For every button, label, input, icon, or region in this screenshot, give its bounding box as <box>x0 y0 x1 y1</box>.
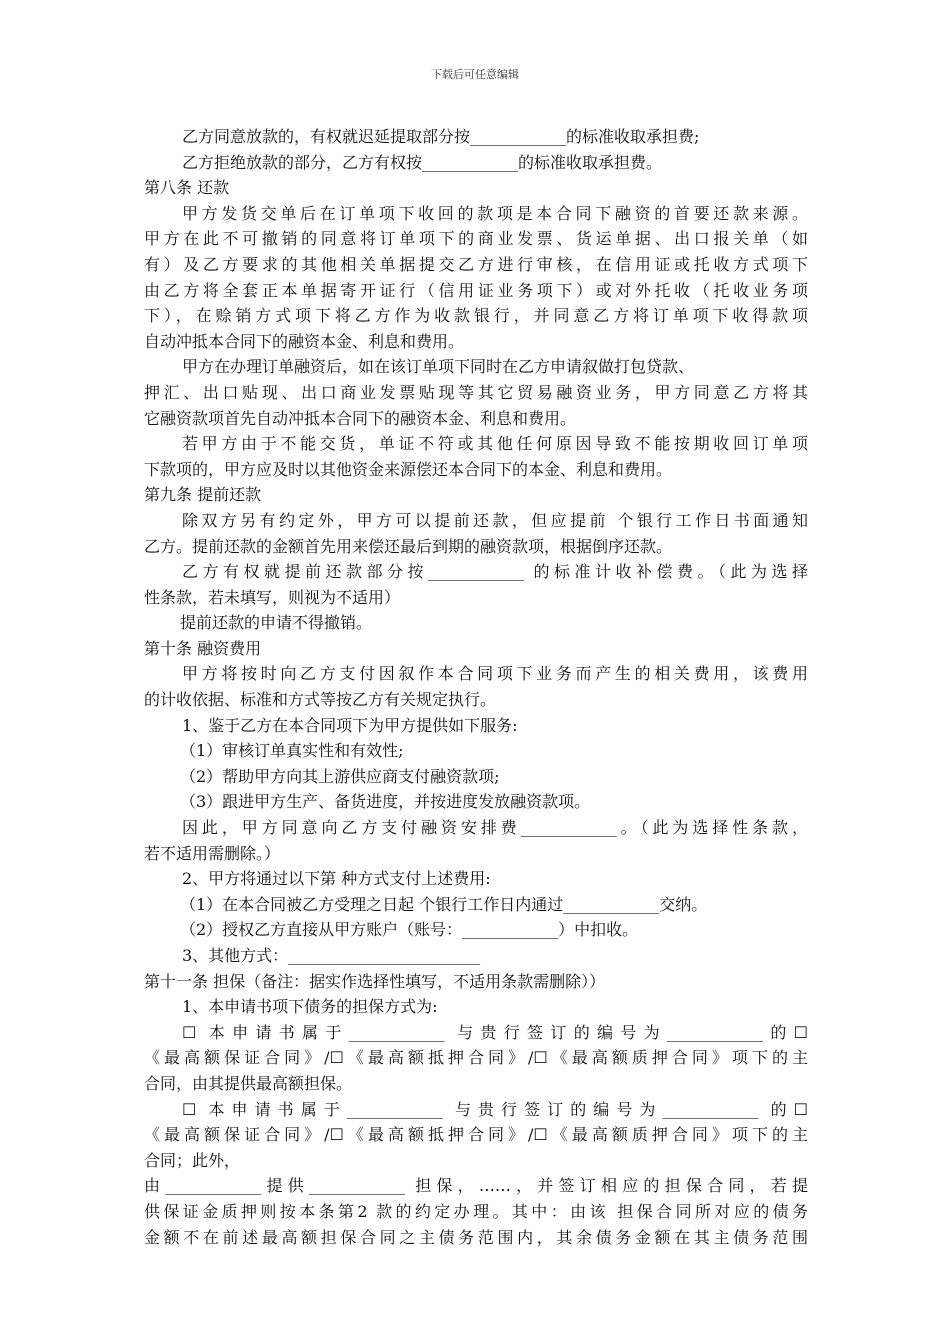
document-body <box>144 124 808 1250</box>
text-line: （2）帮助甲方向其上游供应商支付融资款项; <box>180 766 500 786</box>
text-line: 下），在赊销方式项下将乙方作为收款银行，并同意乙方将订单项下收得款项 <box>144 306 808 326</box>
text-line: 金额不在前述最高额担保合同之主债务范围内，其余债务金额在其主债务范围 <box>144 1227 808 1247</box>
text-line: 合同；此外， <box>144 1150 241 1170</box>
text-line: 乙方同意放款的，有权就迟延提取部分按____________的标准收取承担费; <box>182 127 700 146</box>
text-line: （3）跟进甲方生产、备货进度，并按进度发放融资款项。 <box>180 792 591 812</box>
article-heading: 第九条 提前还款 <box>144 485 262 505</box>
text-line: 1、鉴于乙方在本合同项下为甲方提供如下服务: <box>182 715 518 735</box>
text-line: 由____________提供____________ 担保，……，并签订相应的担保合同，若提 <box>144 1176 808 1196</box>
text-line: ☐ 本申请书属于____________ 与贵行签订的编号为____________ 的☐ <box>182 1099 808 1119</box>
text-line: 有）及乙方要求的其他相关单据提交乙方进行审核，在信用证或托收方式项下 <box>144 254 808 274</box>
text-line: 乙方拒绝放款的部分，乙方有权按____________的标准收取承担费。 <box>182 152 663 172</box>
text-line: 甲方在此不可撤销的同意将订单项下的商业发票、货运单据、出口报关单（如 <box>144 229 808 249</box>
text-line: 下款项的，甲方应及时以其他资金来源偿还本合同下的本金、利息和费用。 <box>144 459 673 479</box>
text-line: 《最高额保证合同》/☐《最高额抵押合同》/☐《最高额质押合同》项下的主 <box>144 1048 808 1068</box>
text-line: 自动冲抵本合同下的融资本金、利息和费用。 <box>144 331 465 351</box>
text-line: 甲方发货交单后在订单项下收回的款项是本合同下融资的首要还款来源。 <box>182 203 808 223</box>
article-heading: 第八条 还款 <box>144 178 230 198</box>
text-line: 押汇、出口贴现、出口商业发票贴现等其它贸易融资业务，甲方同意乙方将其 <box>144 382 808 402</box>
text-line: 性条款，若未填写，则视为不适用） <box>144 587 401 607</box>
text-line: 因此，甲方同意向乙方支付融资安排费____________。（此为选择性条款， <box>182 818 808 838</box>
text-line: 《最高额保证合同》/☐《最高额抵押合同》/☐《最高额质押合同》项下的主 <box>144 1125 808 1145</box>
text-line: 2、甲方将通过以下第 种方式支付上述费用: <box>182 869 491 889</box>
text-line: 除双方另有约定外，甲方可以提前还款，但应提前 个银行工作日书面通知 <box>182 510 808 530</box>
text-line: 乙方有权就提前还款部分按____________ 的标准计收补偿费。（此为选择 <box>182 562 808 582</box>
text-line: 提前还款的申请不得撤销。 <box>180 613 373 633</box>
text-line: 甲方在办理订单融资后，如在该订单项下同时在乙方申请叙做打包贷款、 <box>182 357 695 377</box>
text-line: 由乙方将全套正本单据寄开证行（信用证业务项下）或对外托收（托收业务项 <box>144 280 808 300</box>
text-line: 3、其他方式：________________________ <box>182 946 481 965</box>
page-header: 下载后可任意编辑 <box>431 68 519 81</box>
text-line: 它融资款项首先自动冲抵本合同下的融资本金、利息和费用。 <box>144 408 577 428</box>
text-line: 1、本申请书项下债务的担保方式为: <box>182 997 438 1017</box>
text-line: 供保证金质押则按本条第2 款的约定办理。其中：由该 担保合同所对应的债务 <box>144 1201 808 1221</box>
text-line: 若不适用需删除。） <box>144 843 281 863</box>
text-line: 乙方。提前还款的金额首先用来偿还最后到期的融资款项，根据倒序还款。 <box>144 536 673 556</box>
text-line: 若甲方由于不能交货，单证不符或其他任何原因导致不能按期收回订单项 <box>182 434 808 454</box>
text-line: （1）在本合同被乙方受理之日起 个银行工作日内通过____________交纳。 <box>180 894 708 914</box>
text-line: 的计收依据、标准和方式等按乙方有关规定执行。 <box>144 690 497 710</box>
text-line: （2）授权乙方直接从甲方账户（账号：____________）中扣收。 <box>180 920 639 940</box>
article-heading: 第十一条 担保（备注：据实作选择性填写，不适用条款需删除）） <box>144 971 606 991</box>
text-line: 合同，由其提供最高额担保。 <box>144 1073 353 1093</box>
text-line: （1）审核订单真实性和有效性; <box>180 741 404 761</box>
text-line: 甲方将按时向乙方支付因叙作本合同项下业务而产生的相关费用，该费用 <box>182 664 808 684</box>
text-line: ☐ 本申请书属于____________ 与贵行签订的编号为____________的☐ <box>182 1022 808 1042</box>
article-heading: 第十条 融资费用 <box>144 638 262 658</box>
